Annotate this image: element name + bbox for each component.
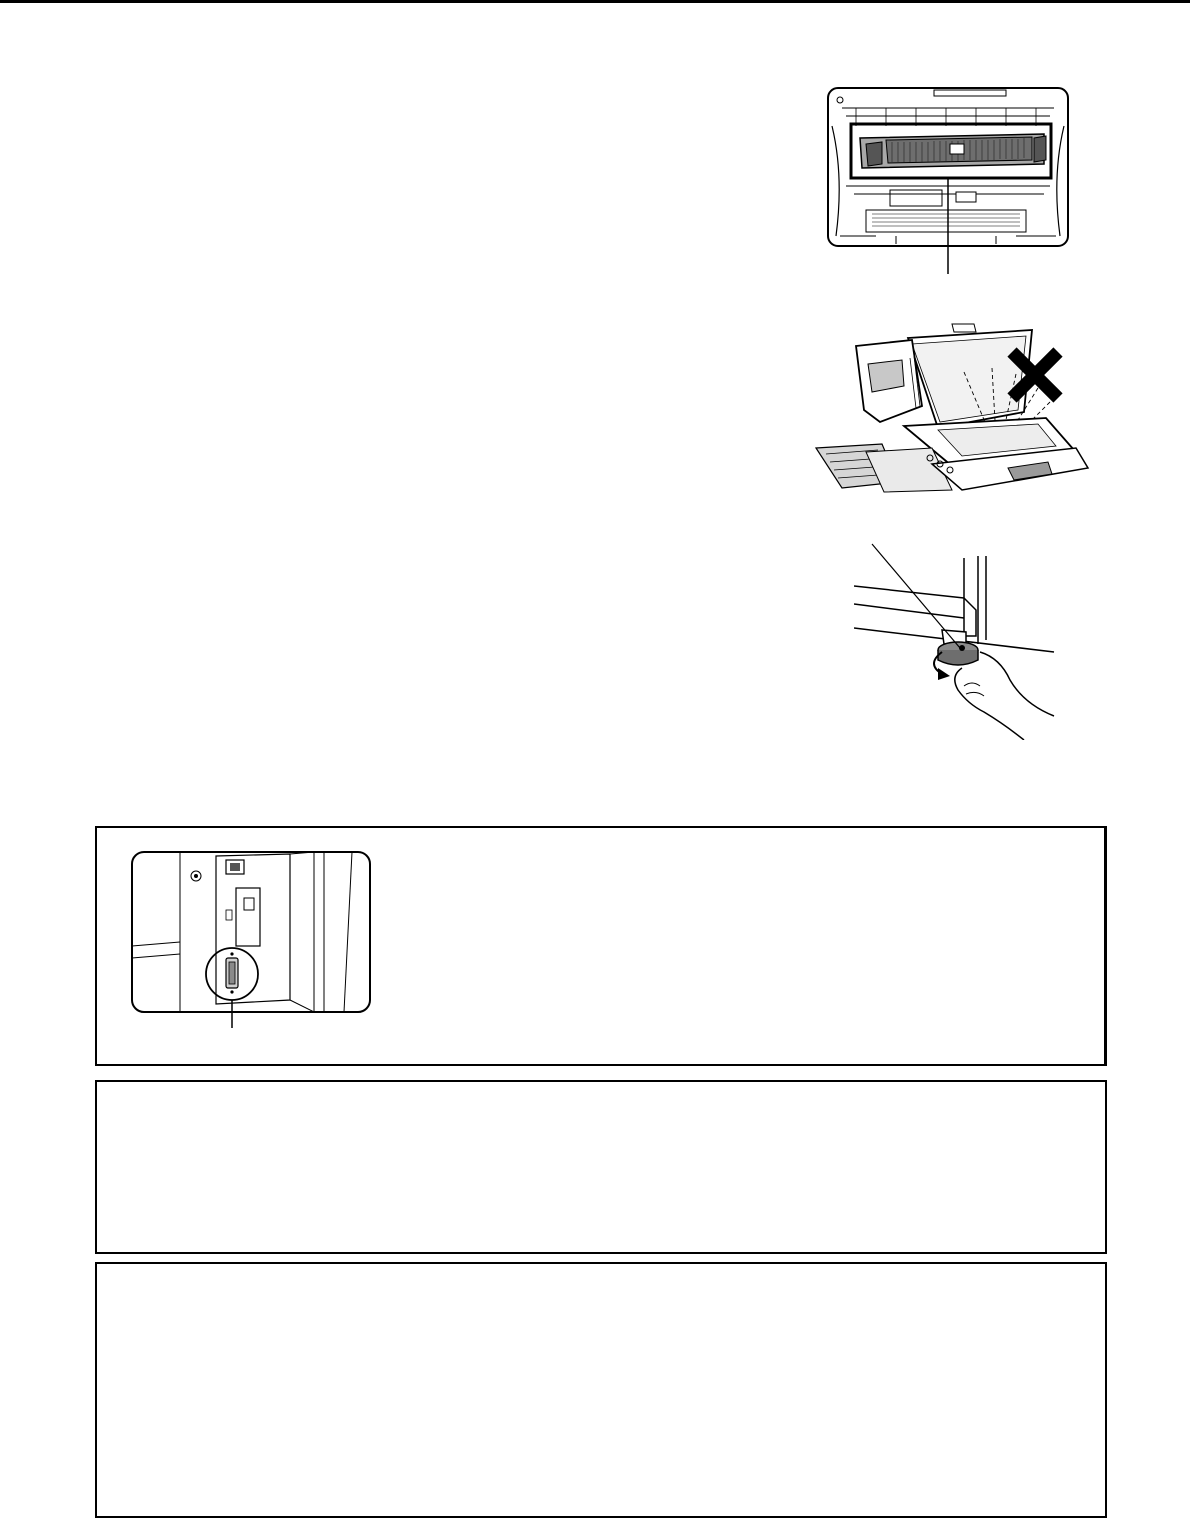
rear-panel-port-illustration (130, 850, 374, 1030)
scanner-open-cover-illustration (812, 318, 1090, 494)
leveling-adjuster-illustration (854, 540, 1058, 740)
notice-box-1 (95, 1080, 1107, 1254)
notice-box-2 (95, 1262, 1107, 1518)
fusing-unit-illustration (826, 86, 1070, 276)
header-rule (0, 0, 1190, 3)
connector-box-shadow (1104, 828, 1107, 1066)
